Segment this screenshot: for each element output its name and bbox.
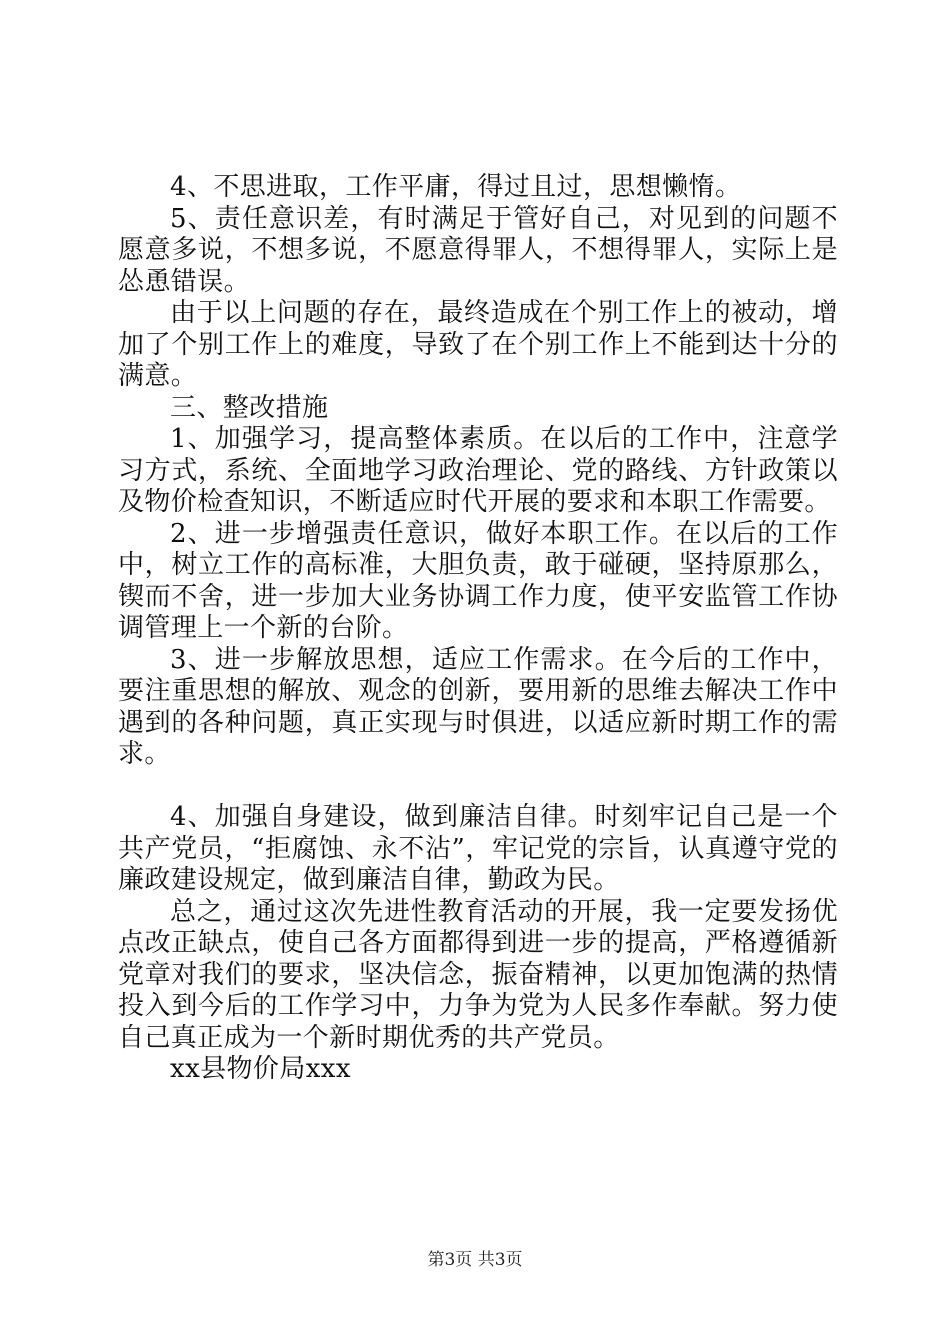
paragraph-measure-1: 1、加强学习，提高整体素质。在以后的工作中，注意学习方式，系统、全面地学习政治理论、党的路线、方针政策以及物价检查知识，不断适应时代开展的要求和本职工作需要。 xyxy=(118,424,838,517)
paragraph-measure-4: 4、加强自身建设，做到廉洁自律。时刻牢记自己是一个共产党员，“拒腐蚀、永不沾”，牢记党的宗旨，认真遵守党的廉政建设规定，做到廉洁自律，勤政为民。 xyxy=(118,802,838,895)
paragraph-item-5: 5、责任意识差，有时满足于管好自己，对见到的问题不愿意多说，不想多说，不愿意得罪人，不想得罪人，实际上是怂恿错误。 xyxy=(118,203,838,297)
signature-line: xx县物价局xxx xyxy=(170,1054,351,1084)
paragraph-item-4: 4、不思进取，工作平庸，得过且过，思想懒惰。 xyxy=(170,172,742,202)
paragraph-conclusion: 总之，通过这次先进性教育活动的开展，我一定要发扬优点改正缺点，使自己各方面都得到进一步的提高，严格遵循新党章对我们的要求，坚决信念，振奋精神，以更加饱满的热情投入到今后的工作学习中，力争为党为人民多作奉献。努力使自己真正成为一个新时期优秀的共产党员。 xyxy=(118,896,838,1053)
paragraph-measure-3: 3、进一步解放思想，适应工作需求。在今后的工作中，要注重思想的解放、观念的创新，要用新的思维去解决工作中遇到的各种问题，真正实现与时俱进，以适应新时期工作的需求。 xyxy=(118,644,838,769)
section-heading-rectification: 三、整改措施 xyxy=(170,392,329,423)
document-body xyxy=(118,172,838,1086)
page-number-footer: 第3页 共3页 xyxy=(427,1250,523,1270)
paragraph-measure-2: 2、进一步增强责任意识，做好本职工作。在以后的工作中，树立工作的高标准，大胆负责，敢于碰硬，坚持原那么，锲而不舍，进一步加大业务协调工作力度，使平安监管工作协调管理上一个新的台阶。 xyxy=(118,518,838,643)
paragraph-gap xyxy=(118,771,838,803)
paragraph-consequence: 由于以上问题的存在，最终造成在个别工作上的被动，增加了个别工作上的难度，导致了在个别工作上不能到达十分的满意。 xyxy=(118,298,838,391)
